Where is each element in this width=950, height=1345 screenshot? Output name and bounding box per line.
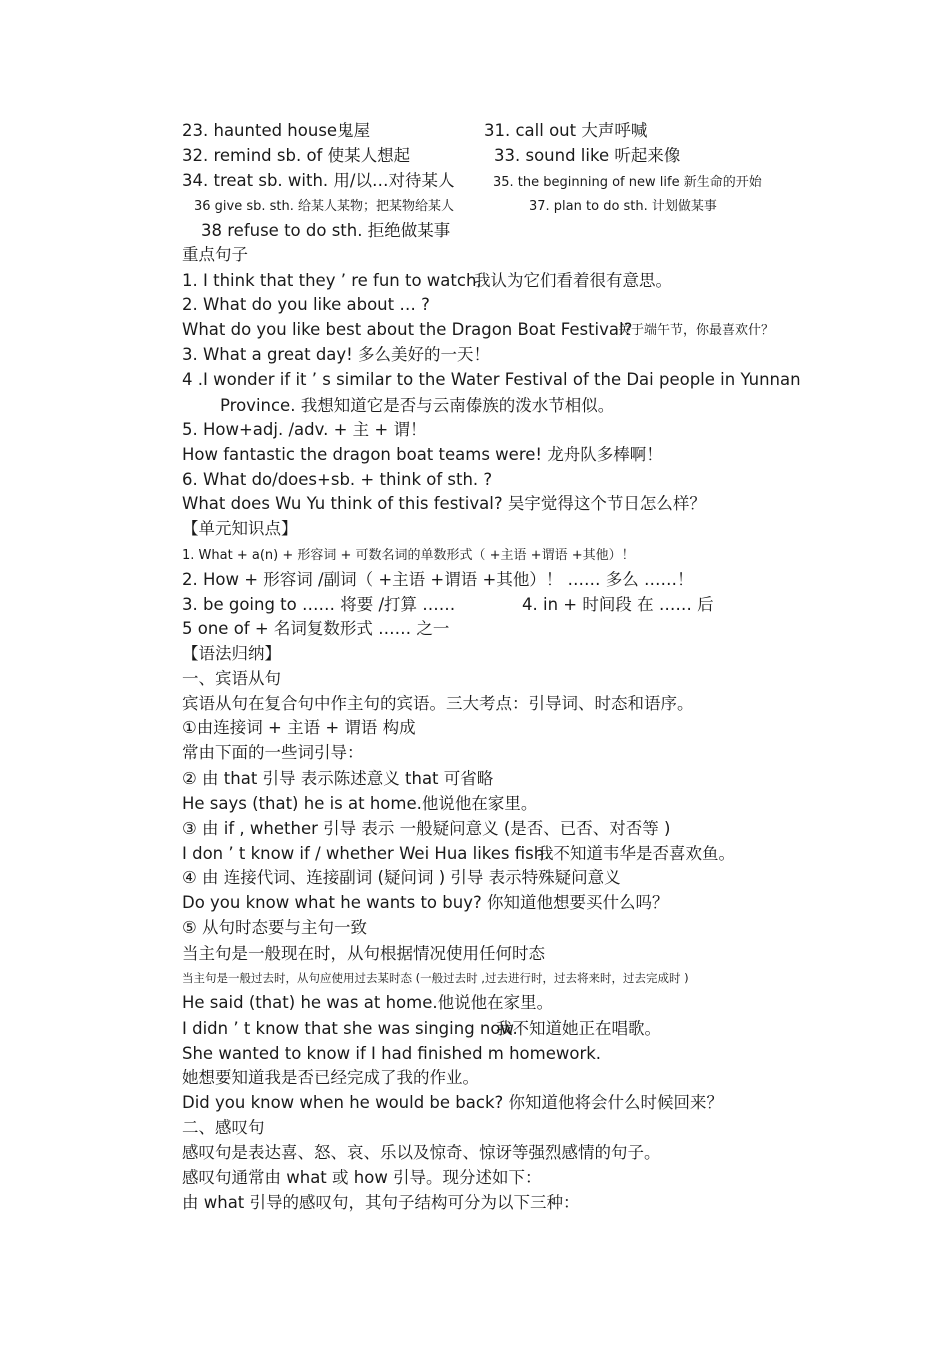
text-line: ② 由 that 引导 表示陈述意义 that 可省略 (182, 769, 494, 788)
text-line: 23. haunted house鬼屋 (182, 121, 371, 140)
text-line: What does Wu Yu think of this festival? 吴宇觉得这个节日怎么样？ (182, 494, 706, 513)
text-line: Did you know when he would be back? 你知道他将会什么时候回来？ (182, 1093, 724, 1112)
text-line: 4. in + 时间段 在 …… 后 (522, 595, 714, 614)
text-line: 感叹句是表达喜、怒、哀、乐以及惊奇、惊讶等强烈感情的句子。 (182, 1143, 661, 1162)
text-line: 31. call out 大声呼喊 (484, 121, 648, 140)
text-line: 6. What do/does+sb. + think of sth. ? (182, 470, 493, 489)
text-line: How fantastic the dragon boat teams were! 龙舟队多棒啊！ (182, 445, 663, 464)
text-line: 感叹句通常由 what 或 how 引导。现分述如下： (182, 1168, 542, 1187)
text-line: 【语法归纳】 (182, 644, 281, 663)
text-line: 5. How+adj. /adv. + 主 + 谓！ (182, 420, 427, 439)
text-line: ④ 由 连接代词、连接副词 (疑问词 ) 引导 表示特殊疑问意义 (182, 868, 621, 887)
text-line: I don ’ t know if / whether Wei Hua likes fish. (182, 844, 550, 863)
text-line: 4 .I wonder if it ’ s similar to the Water Festival of the Dai people in Yunnan (182, 370, 801, 389)
text-line: 32. remind sb. of 使某人想起 (182, 146, 411, 165)
text-line: 关于端午节，你最喜欢什？ (618, 323, 775, 338)
text-line: 常由下面的一些词引导： (182, 743, 364, 762)
text-line: 当主句是一般现在时，从句根据情况使用任何时态 (182, 944, 545, 963)
text-line: 35. the beginning of new life 新生命的开始 (493, 175, 762, 190)
text-line: 2. What do you like about … ? (182, 295, 430, 314)
text-line: 1. I think that they ’ re fun to watch. (182, 271, 482, 290)
text-line: I didn ’ t know that she was singing now. (182, 1019, 518, 1038)
text-line: He said (that) he was at home.他说他在家里。 (182, 993, 554, 1012)
text-line: 她想要知道我是否已经完成了我的作业。 (182, 1068, 479, 1087)
text-line: He says (that) he is at home.他说他在家里。 (182, 794, 538, 813)
text-line: 我不知道韦华是否喜欢鱼。 (537, 844, 735, 863)
text-line: She wanted to know if I had finished m homework. (182, 1044, 602, 1063)
text-line: 34. treat sb. with. 用/以…对待某人 (182, 171, 455, 190)
text-line: What do you like best about the Dragon Boat Festival? (182, 320, 633, 339)
text-line: 38 refuse to do sth. 拒绝做某事 (201, 221, 451, 240)
text-line: 2. How + 形容词 /副词（ +主语 +谓语 +其他）！ …… 多么 ……！ (182, 570, 694, 589)
text-line: 二、感叹句 (182, 1118, 265, 1137)
text-line: 36 give sb. sth. 给某人某物；把某物给某人 (194, 199, 455, 214)
text-line: 一、宾语从句 (182, 669, 281, 688)
text-line: ①由连接词 + 主语 + 谓语 构成 (182, 718, 416, 737)
text-line: 重点句子 (182, 245, 248, 264)
text-line: 当主句是一般过去时，从句应使用过去某时态 (一般过去时 ,过去进行时，过去将来时，过去完成时 ) (182, 971, 689, 985)
text-line: 33. sound like 听起来像 (494, 146, 681, 165)
text-line: 【单元知识点】 (182, 519, 298, 538)
text-line: ③ 由 if , whether 引导 表示 一般疑问意义 (是否、已否、对否等 ) (182, 819, 671, 838)
text-line: 1. What + a(n) + 形容词 + 可数名词的单数形式（ +主语 +谓语 +其他）！ (182, 548, 635, 563)
text-line: Province. 我想知道它是否与云南傣族的泼水节相似。 (220, 396, 615, 415)
text-line: ⑤ 从句时态要与主句一致 (182, 918, 368, 937)
text-line: 我不知道她正在唱歌。 (496, 1019, 661, 1038)
text-line: 3. be going to …… 将要 /打算 …… (182, 595, 456, 614)
text-line: 37. plan to do sth. 计划做某事 (529, 199, 717, 214)
text-line: 由 what 引导的感叹句，其句子结构可分为以下三种： (182, 1193, 580, 1212)
text-line: 5 one of + 名词复数形式 …… 之一 (182, 619, 450, 638)
text-line: 3. What a great day! 多么美好的一天！ (182, 345, 491, 364)
text-line: Do you know what he wants to buy? 你知道他想要买什么吗？ (182, 893, 669, 912)
text-line: 我认为它们看着很有意思。 (474, 271, 672, 290)
text-line: 宾语从句在复合句中作主句的宾语。三大考点：引导词、时态和语序。 (182, 694, 694, 713)
